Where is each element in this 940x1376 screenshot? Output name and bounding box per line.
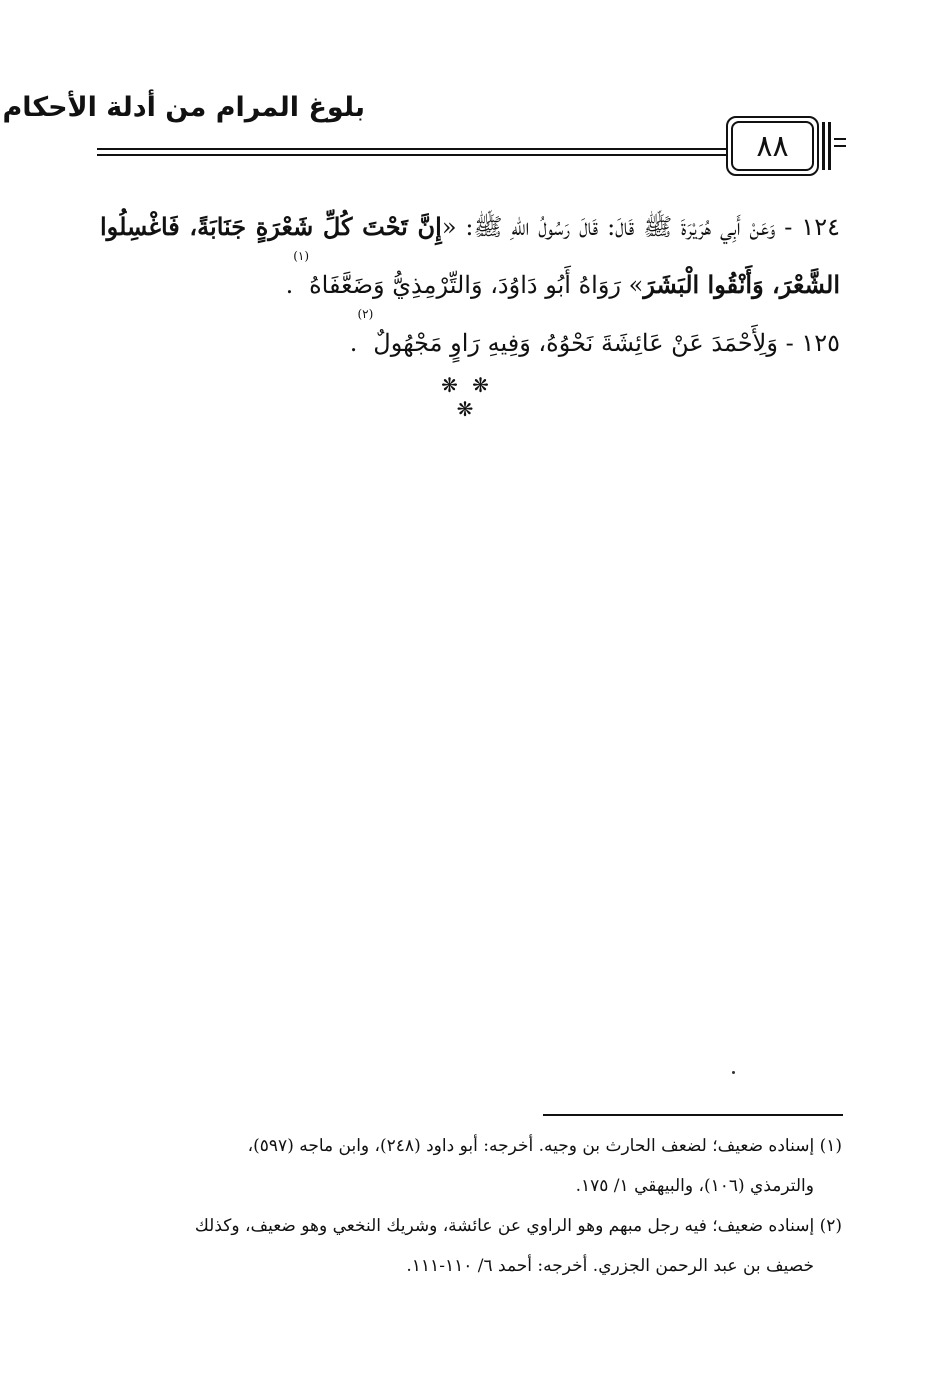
footnote-1-line-2: والترمذي (١٠٦)، والبيهقي ١/ ١٧٥. [575, 1176, 814, 1196]
footnote-2-line-2: خصيف بن عبد الرحمن الجزري. أخرجه: أحمد ٦/ ١١٠-١١١. [406, 1256, 814, 1276]
header-ornament-bar [822, 122, 825, 170]
running-header-title: بلوغ المرام من أدلة الأحكام [2, 92, 365, 123]
sentence-end: . [285, 271, 294, 299]
footnotes [100, 1126, 842, 1286]
stray-dot [732, 1071, 735, 1074]
header-ornament-bar [828, 122, 831, 170]
footnote-ref-1[interactable]: (١) [293, 249, 310, 263]
hadith-124-quote: إِنَّ تَحْتَ كُلِّ شَعْرَةٍ جَنَابَةً، فَاغْسِلُوا الشَّعْرَ، وَأَنْقُوا الْبَشَرَ [100, 212, 840, 299]
footnote-ref-2[interactable]: (٢) [357, 307, 374, 321]
footnote-1-line-1: (١) إسناده ضعيف؛ لضعف الحارث بن وجيه. أخرجه: أبو داود (٢٤٨)، وابن ماجه (٥٩٧)، [247, 1136, 842, 1156]
footnote-rule [543, 1114, 843, 1116]
section-separator: ❋ ❋ ❋ [441, 373, 493, 421]
header-rule-lower [97, 154, 727, 156]
header-ornament-lines [834, 138, 846, 148]
footnote-2-line-1: (٢) إسناده ضعيف؛ فيه رجل مبهم وهو الراوي عن عائشة، وشريك النخعي وهو ضعيف، وكذلك [194, 1216, 842, 1236]
hadith-125-text: ١٢٥ - وَلِأَحْمَدَ عَنْ عَائِشَةَ نَحْوُهُ، وَفِيهِ رَاوٍ مَجْهُولٌ [373, 329, 840, 357]
page-number: ٨٨ [731, 121, 814, 171]
hadith-124 [100, 198, 840, 314]
hadith-124-intro: ١٢٤ - وَعَنْ أَبِي هُرَيْرَةَ ﷺ قَالَ: قَالَ رَسُولُ اللهِ ﷺ: « [441, 213, 841, 241]
hadith-125 [100, 307, 840, 372]
sentence-end: . [349, 329, 358, 357]
header-rule-upper [97, 148, 727, 150]
main-text [100, 198, 840, 372]
hadith-124-outro: » رَوَاهُ أَبُو دَاوُدَ، وَالتِّرْمِذِيُّ وَضَعَّفَاهُ [309, 271, 644, 299]
